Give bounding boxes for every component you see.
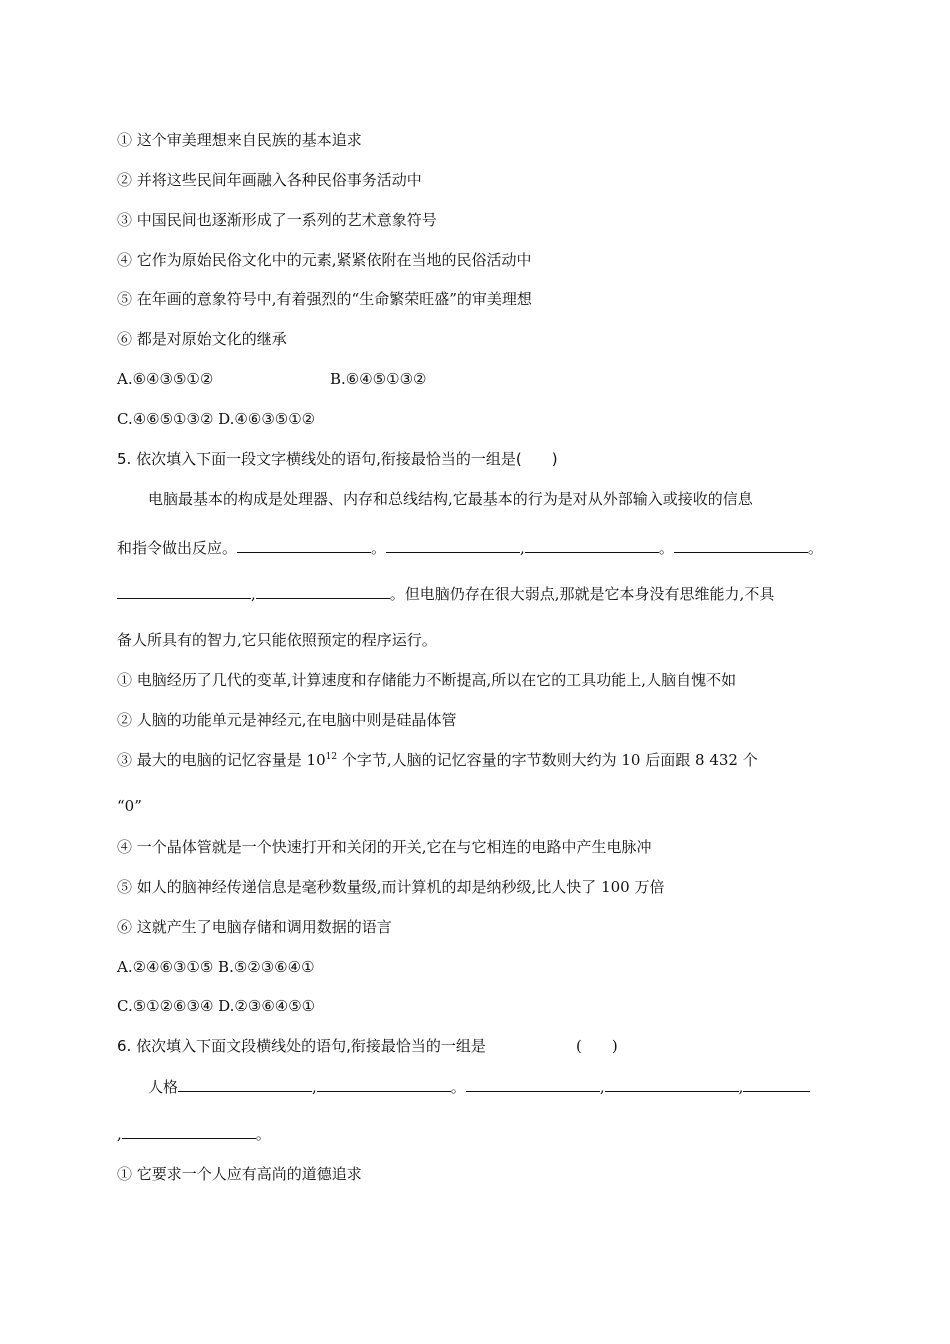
q4-item-4: ④ 它作为原始民俗文化中的元素,紧紧依附在当地的民俗活动中: [117, 251, 532, 269]
q5-paragraph-line-2: [117, 538, 823, 558]
q4-option-a: A.⑥④③⑤①②: [117, 370, 214, 388]
q4-option-b: B.⑥④⑤①③②: [330, 370, 427, 388]
q5-item-6: ⑥ 这就产生了电脑存储和调用数据的语言: [117, 918, 392, 936]
q5-paragraph-start: 和指令做出反应。: [117, 539, 238, 557]
q4-item-2: ② 并将这些民间年画融入各种民俗事务活动中: [117, 171, 422, 189]
q5-item-1: ① 电脑经历了几代的变革,计算速度和存储能力不断提高,所以在它的工具功能上,人脑自愧不如: [117, 671, 737, 689]
q5-stem: 5. 依次填入下面一段文字横线处的语句,衔接最恰当的一组是( ): [117, 450, 558, 468]
blank-5: [117, 584, 251, 599]
q6-paragraph-start: 人格: [148, 1078, 179, 1096]
q5-paragraph-line-3-end: 。但电脑仍存在很大弱点,那就是它本身没有思维能力,不具: [389, 585, 775, 603]
punct: 。: [807, 539, 823, 557]
blank-1: [178, 1077, 312, 1092]
q4-options-cd: C.④⑥⑤①③② D.④⑥③⑤①②: [117, 410, 316, 428]
blank-4: [674, 538, 808, 553]
q5-paragraph-line-3: [117, 584, 774, 604]
q6-stem: 6. 依次填入下面文段横线处的语句,衔接最恰当的一组是: [117, 1037, 486, 1055]
q6-item-1: ① 它要求一个人应有高尚的道德追求: [117, 1165, 362, 1183]
q6-paragraph-line-1: 人格 , 。 , ,: [148, 1077, 810, 1097]
q5-options-cd: C.⑤①②⑥③④ D.②③⑥④⑤①: [117, 997, 316, 1015]
q5-paragraph-line-4: 备人所具有的智力,它只能依照预定的程序运行。: [117, 631, 437, 649]
q5-item-5: ⑤ 如人的脑神经传递信息是毫秒数量级,而计算机的却是纳秒级,比人快了 100 万倍: [117, 878, 665, 896]
q4-item-1: ① 这个审美理想来自民族的基本追求: [117, 131, 362, 149]
q5-options-ab: A.②④⑥③①⑤ B.⑤②③⑥④①: [117, 958, 315, 976]
q5-item-2: ② 人脑的功能单元是神经元,在电脑中则是硅晶体管: [117, 711, 457, 729]
blank-3: [525, 538, 659, 553]
q6-answer-paren: ( ): [576, 1037, 618, 1055]
q6-paragraph-line-2: , 。: [117, 1125, 271, 1143]
q5-item-3-continued: “0”: [117, 797, 142, 815]
blank-3: [466, 1077, 600, 1092]
q4-item-3: ③ 中国民间也逐渐形成了一系列的艺术意象符号: [117, 211, 437, 229]
q5-item-3: ③ 最大的电脑的记忆容量是 $10^{12}$ 个字节,人脑的记忆容量的字节数则大约为 10 后面跟 8 432 个: [117, 751, 758, 769]
q4-item-6: ⑥ 都是对原始文化的继承: [117, 330, 287, 348]
q4-item-5: ⑤ 在年画的意象符号中,有着强烈的“生命繁荣旺盛”的审美理想: [117, 290, 532, 308]
punct: 。: [371, 539, 387, 557]
blank-5-start: [743, 1077, 810, 1092]
punct: ,: [520, 539, 525, 557]
blank-1: [237, 538, 371, 553]
blank-6: [256, 584, 390, 599]
punct: 。: [658, 539, 674, 557]
punct: ,: [251, 585, 256, 603]
blank-6: [122, 1124, 256, 1139]
q5-paragraph-line-1: 电脑最基本的构成是处理器、内存和总线结构,它最基本的行为是对从外部输入或接收的信息: [148, 490, 753, 508]
blank-4: [605, 1077, 739, 1092]
blank-2: [317, 1077, 451, 1092]
blank-2: [386, 538, 520, 553]
q5-item-4: ④ 一个晶体管就是一个快速打开和关闭的开关,它在与它相连的电路中产生电脉冲: [117, 838, 652, 856]
